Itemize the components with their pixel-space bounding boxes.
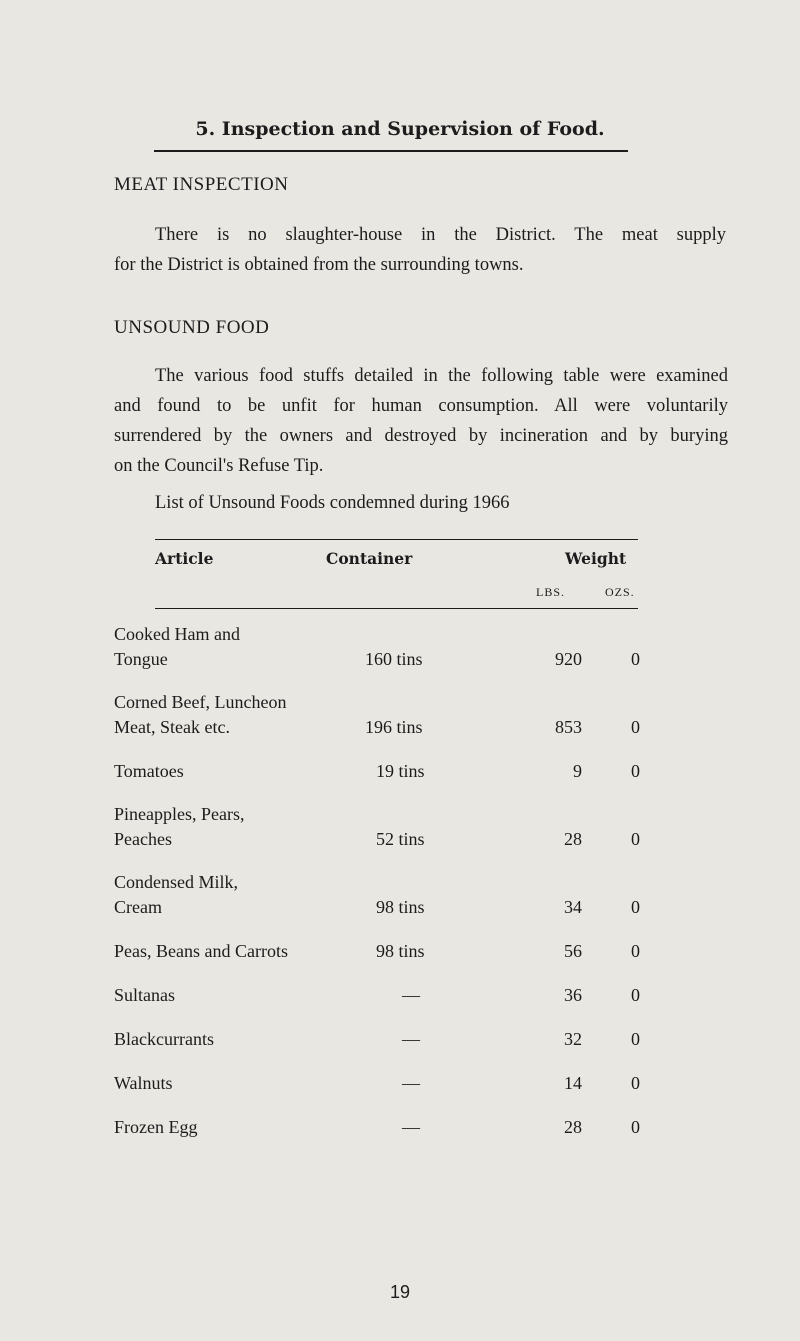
container-value: 98 tins — [376, 897, 425, 917]
container-value: 160 tins — [365, 649, 423, 669]
container-value: 52 tins — [376, 829, 425, 849]
lbs-value: 920 — [555, 649, 582, 669]
article-name: Tongue — [114, 649, 168, 669]
lbs-value: 28 — [564, 829, 582, 849]
header-lbs: LBS. — [536, 585, 566, 599]
container-value: 19 tins — [376, 761, 425, 781]
container-value: — — [402, 985, 420, 1005]
article-line: Corned Beef, Luncheon — [114, 692, 287, 712]
title-underline — [154, 150, 628, 152]
unsound-food-paragraph — [114, 361, 728, 481]
paragraph-line: and found to be unfit for human consumption. All were voluntarily — [114, 396, 728, 416]
paragraph-line: for the District is obtained from the surrounding towns. — [114, 255, 524, 275]
article-name: Frozen Egg — [114, 1117, 198, 1137]
ozs-value: 0 — [631, 1117, 640, 1137]
table-header-rule — [155, 608, 638, 609]
article-line: Cooked Ham and — [114, 624, 240, 644]
page-number: 19 — [389, 1282, 411, 1302]
paragraph-line: The various food stuffs detailed in the following table were examined — [155, 366, 728, 386]
ozs-value: 0 — [631, 649, 640, 669]
meat-inspection-heading: MEAT INSPECTION — [114, 174, 289, 195]
article-name: Sultanas — [114, 985, 175, 1005]
article-name: Meat, Steak etc. — [114, 717, 230, 737]
paragraph-line: on the Council's Refuse Tip. — [114, 456, 324, 476]
section-title: 5. Inspection and Supervision of Food. — [195, 118, 605, 140]
header-weight: Weight — [565, 549, 627, 568]
ozs-value: 0 — [631, 717, 640, 737]
lbs-value: 34 — [564, 897, 582, 917]
container-value: — — [402, 1073, 420, 1093]
article-name: Cream — [114, 897, 162, 917]
header-article: Article — [155, 549, 214, 568]
article-line: Pineapples, Pears, — [114, 804, 245, 824]
lbs-value: 56 — [564, 941, 582, 961]
ozs-value: 0 — [631, 761, 640, 781]
lbs-value: 853 — [555, 717, 582, 737]
container-value: — — [402, 1117, 420, 1137]
ozs-value: 0 — [631, 985, 640, 1005]
table-top-rule — [155, 539, 638, 540]
lbs-value: 32 — [564, 1029, 582, 1049]
ozs-value: 0 — [631, 1073, 640, 1093]
container-value: 98 tins — [376, 941, 425, 961]
meat-inspection-paragraph — [114, 220, 726, 280]
ozs-value: 0 — [631, 941, 640, 961]
article-name: Peaches — [114, 829, 172, 849]
lbs-value: 9 — [573, 761, 582, 781]
paragraph-line: There is no slaughter-house in the District. The meat supply — [155, 225, 726, 245]
article-name: Blackcurrants — [114, 1029, 214, 1049]
unsound-food-heading: UNSOUND FOOD — [114, 317, 270, 338]
ozs-value: 0 — [631, 829, 640, 849]
paragraph-line: surrendered by the owners and destroyed by incineration and by burying — [114, 426, 728, 446]
article-name: Walnuts — [114, 1073, 173, 1093]
container-value: 196 tins — [365, 717, 423, 737]
lbs-value: 36 — [564, 985, 582, 1005]
article-name: Tomatoes — [114, 761, 184, 781]
list-caption: List of Unsound Foods condemned during 1966 — [155, 493, 510, 513]
ozs-value: 0 — [631, 1029, 640, 1049]
header-container: Container — [326, 549, 413, 568]
lbs-value: 28 — [564, 1117, 582, 1137]
article-name: Peas, Beans and Carrots — [114, 941, 288, 961]
article-line: Condensed Milk, — [114, 872, 238, 892]
header-ozs: OZS. — [605, 585, 635, 599]
lbs-value: 14 — [564, 1073, 582, 1093]
container-value: — — [402, 1029, 420, 1049]
ozs-value: 0 — [631, 897, 640, 917]
